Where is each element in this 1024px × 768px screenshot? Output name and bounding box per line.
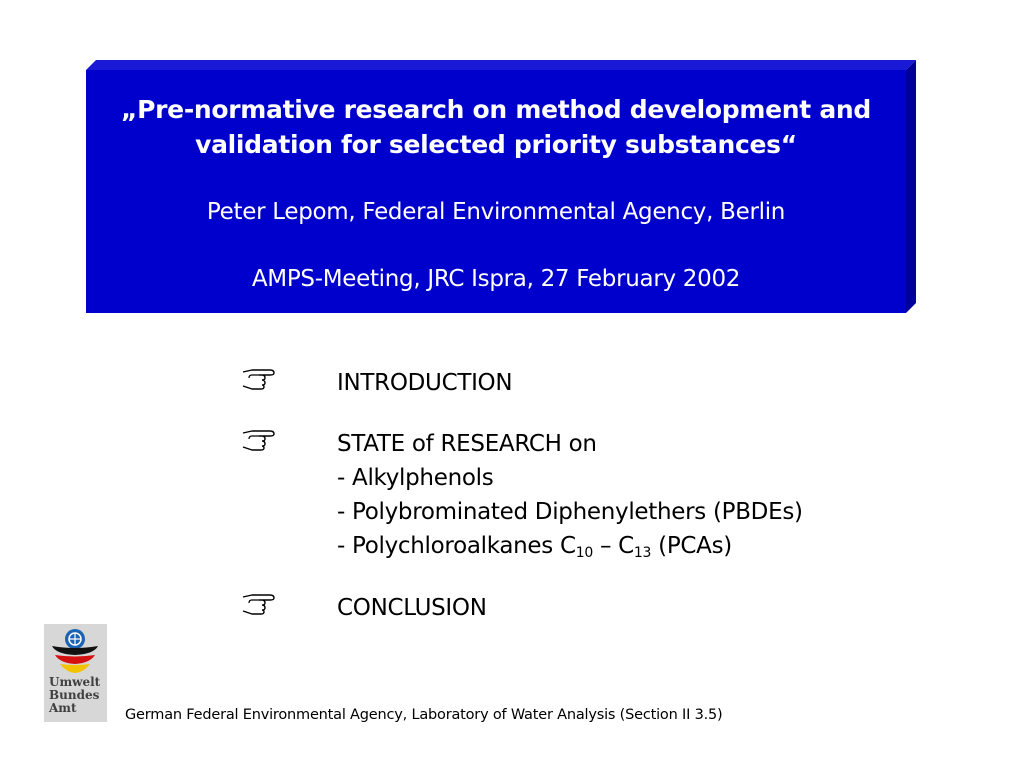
footer-text: German Federal Environmental Agency, Laboratory of Water Analysis (Section II 3.5) xyxy=(125,707,723,723)
pointing-hand-icon xyxy=(240,366,280,390)
agenda-label-conclusion: CONCLUSION xyxy=(337,595,487,621)
subitem-pbdes: - Polybrominated Diphenylethers (PBDEs) xyxy=(337,499,803,525)
title-line-2: validation for selected priority substances“ xyxy=(195,130,797,159)
logo-emblem-icon xyxy=(44,624,107,676)
meeting-line: AMPS-Meeting, JRC Ispra, 27 February 2002 xyxy=(251,266,741,292)
title-line-1: „Pre-normative research on method development and xyxy=(120,95,872,124)
author-line: Peter Lepom, Federal Environmental Agency, Berlin xyxy=(206,199,786,225)
subitem-alkylphenols: - Alkylphenols xyxy=(337,465,494,491)
pointing-hand-icon xyxy=(240,591,280,615)
title-box xyxy=(86,60,906,313)
agenda-label-state-of-research: STATE of RESEARCH on xyxy=(337,431,597,457)
agenda-block-state-of-research xyxy=(337,427,803,570)
pointing-hand-icon xyxy=(240,427,280,451)
title-content xyxy=(86,70,906,313)
logo-text: Umwelt Bundes Amt xyxy=(49,675,101,715)
umweltbundesamt-logo xyxy=(44,624,107,722)
agenda-label-introduction: INTRODUCTION xyxy=(337,370,513,396)
subitem-pcas: - Polychloroalkanes $C_{10} - C_{13}$ (PCAs) xyxy=(337,533,732,561)
